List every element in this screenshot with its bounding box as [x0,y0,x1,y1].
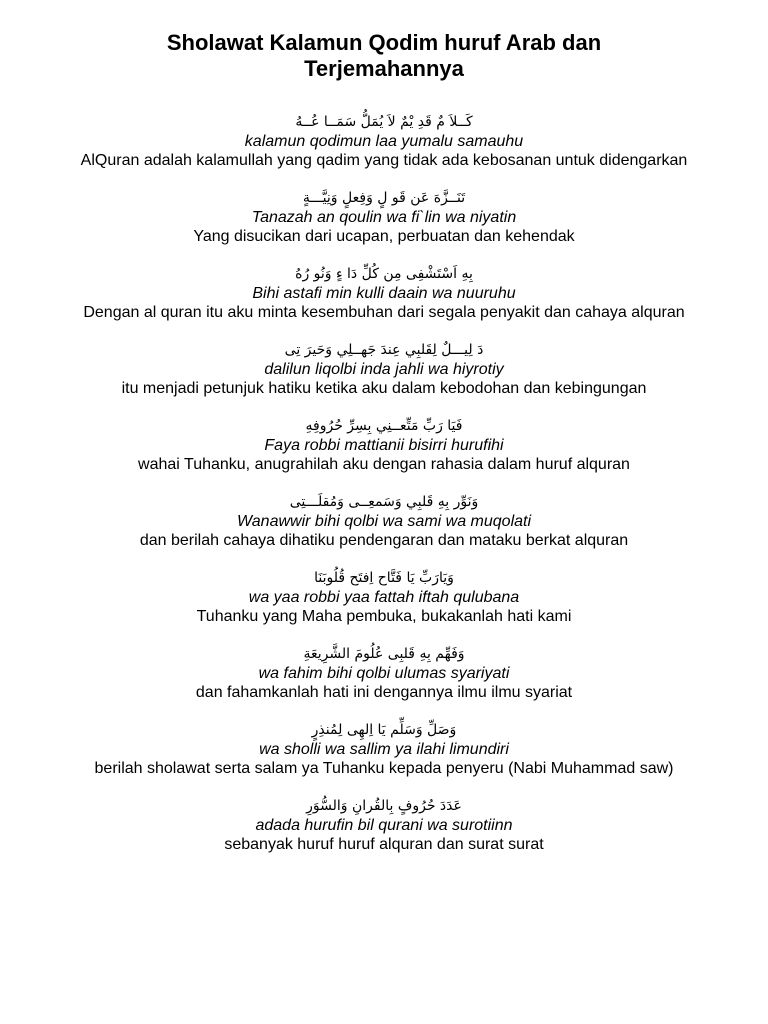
arabic-text: وَصَلِّ وَسَلِّم يَا اِلهِى لِمُنذِرٍ [311,722,457,738]
arabic-text: عَدَدَ حُرُوفٍ بِالقُرانِ وَالسُّوَرِ [306,798,462,814]
verse-10 [0,796,768,854]
latin-transliteration: kalamun qodimun laa yumalu samauhu [244,133,524,150]
verse-5 [0,416,768,474]
arabic-text: فَيَا رَبِّ مَتِّعــنِي بِسِرِّ حُرُوفِهِ [305,418,463,434]
arabic-text: وَفَهِّم بِهِ قَلبِى عُلُومَ الشَّرِيعَةِ [303,646,465,662]
arabic-text: تَنَــزَّهَ عَن قَو لٍ وَفِعلٍ وَنِيَّـــةٍ [302,190,466,206]
verse-2 [0,188,768,246]
verse-4 [0,340,768,398]
indonesian-translation: AlQuran adalah kalamullah yang qadim yang tidak ada kebosanan untuk didengarkan [80,152,688,169]
latin-transliteration: wa yaa robbi yaa fattah iftah qulubana [248,589,520,606]
arabic-text: دَ لِيـــلٌ لِقَلبِي عِندَ جَهــلِي وَحَيرَ تِى [284,342,484,358]
latin-transliteration: Bihi astafi min kulli daain wa nuuruhu [252,285,516,302]
indonesian-translation: sebanyak huruf huruf alquran dan surat surat [224,836,544,853]
verse-list [0,112,768,854]
page-title [74,30,694,82]
indonesian-translation: Tuhanku yang Maha pembuka, bukakanlah hati kami [196,608,572,625]
verse-7 [0,568,768,626]
arabic-text: كَــلاَ مٌ قَدِ يْمٌ لاَ يُمَلُّ سَمَــا عُــهُ [295,114,473,130]
verse-9 [0,720,768,778]
verse-8 [0,644,768,702]
latin-transliteration: dalilun liqolbi inda jahli wa hiyrotiy [264,361,504,378]
latin-transliteration: Faya robbi mattianii bisirri hurufihi [264,437,504,454]
indonesian-translation: itu menjadi petunjuk hatiku ketika aku dalam kebodohan dan kebingungan [121,380,647,397]
latin-transliteration: Tanazah an qoulin wa fi`lin wa niyatin [251,209,517,226]
indonesian-translation: Yang disucikan dari ucapan, perbuatan dan kehendak [193,228,575,245]
title-line-2: Terjemahannya [304,56,464,81]
indonesian-translation: dan fahamkanlah hati ini dengannya ilmu ilmu syariat [195,684,573,701]
arabic-text: بِهِ اَسْتَشْفِى مِن كُلِّ دَا ءٍ وَنُو رُهُ [295,266,473,282]
verse-6 [0,492,768,550]
title-line-1: Sholawat Kalamun Qodim huruf Arab dan [166,30,602,55]
arabic-text: وَيَارَبِّ يَا فَتَّاح اِفتَح قُلُوبَنَا [314,570,454,586]
verse-3 [0,264,768,322]
indonesian-translation: Dengan al quran itu aku minta kesembuhan dari segala penyakit dan cahaya alquran [83,304,685,321]
latin-transliteration: adada hurufin bil qurani wa surotiinn [255,817,513,834]
indonesian-translation: dan berilah cahaya dihatiku pendengaran dan mataku berkat alquran [139,532,629,549]
latin-transliteration: wa fahim bihi qolbi ulumas syariyati [258,665,510,682]
latin-transliteration: Wanawwir bihi qolbi wa sami wa muqolati [236,513,532,530]
verse-1 [0,112,768,170]
indonesian-translation: berilah sholawat serta salam ya Tuhanku kepada penyeru (Nabi Muhammad saw) [94,760,674,777]
indonesian-translation: wahai Tuhanku, anugrahilah aku dengan rahasia dalam huruf alquran [138,456,630,473]
latin-transliteration: wa sholli wa sallim ya ilahi limundiri [259,741,509,758]
arabic-text: وَنَوِّر بِهِ قَلبِي وَسَمعِــى وَمُقلَـــتِى [289,494,479,510]
